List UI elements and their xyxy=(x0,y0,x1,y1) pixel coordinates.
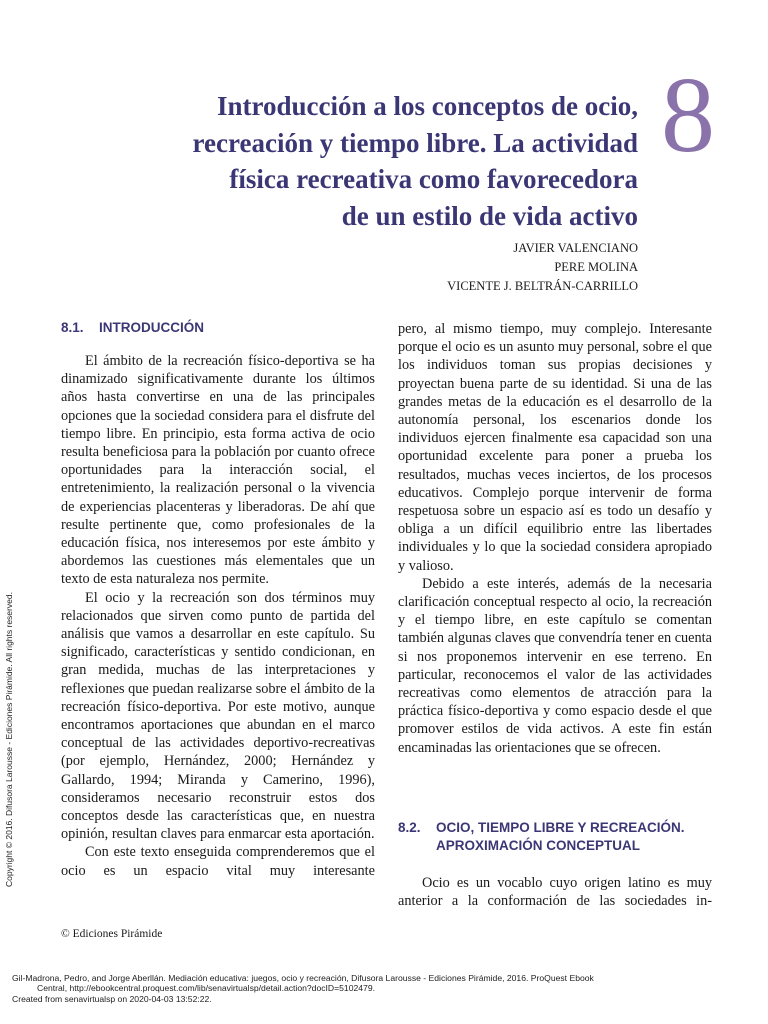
section-title: INTRODUCCIÓN xyxy=(99,320,204,335)
right-column-section2 xyxy=(398,874,712,910)
citation-footer xyxy=(12,973,764,1004)
side-copyright: Copyright © 2016. Difusora Larousse - Ediciones Pirámide. All rights reserved. xyxy=(4,592,14,887)
body-paragraph: El ámbito de la recreación físico-deportiva se ha dinamizado significativamente durante los últimos años hasta convertirse en una de las principales opciones que la sociedad considera para el disfrute del tiempo libre. En principio, esta forma activa de ocio resulta beneficiosa para la población por cuanto ofrece oportunidades para la interacción social, el entretenimiento, la realización personal o la vivencia de experiencias placenteras y liberadoras. De ahí que resulte pertinente que, como profesionales de la educación física, nos interesemos por este ámbito y abordemos las cuestiones más elementales que un texto de esta naturaleza nos permite. xyxy=(61,353,375,588)
chapter-title-line: recreación y tiempo libre. La actividad xyxy=(192,127,638,158)
chapter-number: 8 xyxy=(661,56,715,175)
citation-line: Gil-Madrona, Pedro, and Jorge Aberllán. Mediación educativa: juegos, ocio y recreación, Difusora Larousse - Ediciones Pirámide, 2016. ProQuest Ebook xyxy=(12,973,594,983)
body-paragraph: Ocio es un vocablo cuyo origen latino es muy anterior a la conformación de las sociedades in- xyxy=(398,875,712,910)
section-title-line: APROXIMACIÓN CONCEPTUAL xyxy=(436,838,641,853)
section-title-line: OCIO, TIEMPO LIBRE Y RECREACIÓN. xyxy=(436,820,685,835)
section-heading-concepts xyxy=(398,819,718,855)
citation-line: Central, http://ebookcentral.proquest.com/lib/senavirtualsp/detail.action?docID=5102479. xyxy=(37,983,375,994)
author-name: JAVIER VALENCIANO xyxy=(513,241,638,255)
chapter-title-line: de un estilo de vida activo xyxy=(341,200,638,231)
body-paragraph: Debido a este interés, además de la necesaria clarificación conceptual respecto al ocio, la recreación y el tiempo libre, en este capítulo se comentan también algunas claves que convendría tener en cuenta si nos proponemos intervenir en ese terreno. En particular, reconocemos el valor de las actividades recreativas como elementos de atracción para la práctica físico-deportiva y como espacio desde el que promover estilos de vida activos. A este fin están encaminadas las orientaciones que se ofrecen. xyxy=(398,575,712,756)
body-paragraph: Con este texto enseguida comprenderemos que el ocio es un espacio vital muy interesante xyxy=(61,844,375,879)
right-column xyxy=(398,320,712,757)
author-name: PERE MOLINA xyxy=(554,260,638,274)
left-column xyxy=(61,352,375,880)
citation-line: Created from senavirtualsp on 2020-04-03 13:52:22. xyxy=(12,993,212,1004)
chapter-title xyxy=(150,88,638,234)
chapter-title-line: física recreativa como favorecedora xyxy=(229,164,638,194)
author-list xyxy=(380,239,638,296)
section-heading-intro xyxy=(61,319,204,337)
section-number: 8.2. xyxy=(398,820,421,835)
publisher-footer: © Ediciones Pirámide xyxy=(61,928,163,940)
chapter-title-line: Introducción a los conceptos de ocio, xyxy=(216,91,638,121)
section-number: 8.1. xyxy=(61,320,84,335)
body-paragraph: El ocio y la recreación son dos términos muy relacionados que sirven como punto de partida del análisis que vamos a desarrollar en este capítulo. Su significado, características y sentido condicionan, en gran medida, muchas de las interpretaciones y reflexiones que puedan realizarse sobre el ámbito de la recreación físico-deportiva. Por este motivo, aunque encontramos aportaciones que abundan en el marco conceptual de las actividades deportivo-recreativas (por ejemplo, Hernández, 2000; Hernández y Gallardo, 1994; Miranda y Camerino, 1996), consideramos necesario reconstruir estos dos conceptos desde las características que, en nuestra opinión, resultan claves para enmarcar esta aportación. xyxy=(61,589,375,843)
author-name: VICENTE J. BELTRÁN-CARRILLO xyxy=(447,279,638,293)
body-paragraph: pero, al mismo tiempo, muy complejo. Interesante porque el ocio es un asunto muy personal, sobre el que los individuos toman sus propias decisiones y proyectan buena parte de su identidad. Si una de las grandes metas de la educación es el desarrollo de la autonomía personal, los escenarios donde los individuos ejercen finalmente esa capacidad son una oportunidad excelente para poner a prueba los resultados, muchas veces inciertos, de los procesos educativos. Complejo porque intervenir de forma respetuosa sobre un espacio así es todo un desafío y obliga a un difícil equilibrio entre las libertades individuales y lo que la sociedad considera apropiado y valioso. xyxy=(398,321,712,574)
